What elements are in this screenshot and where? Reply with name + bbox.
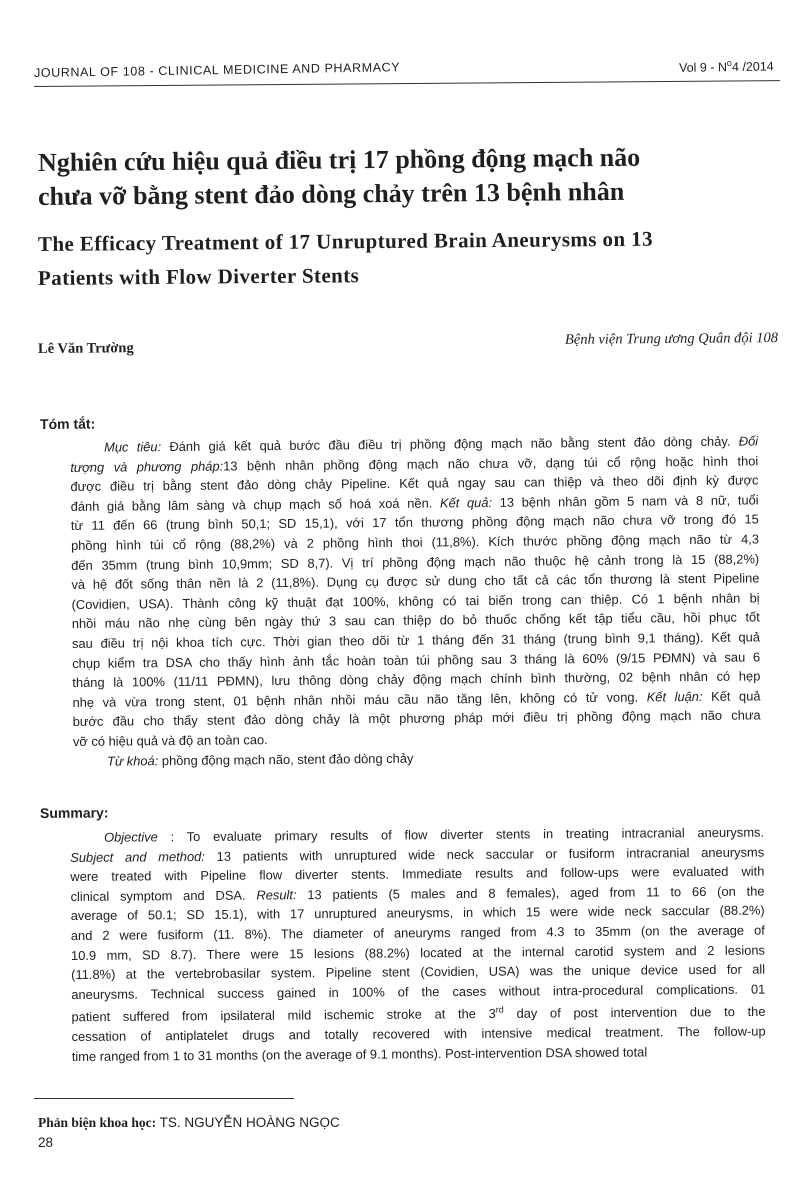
summary-abstract	[70, 823, 766, 1067]
text-segment: 13 patients with unruptured wide neck saccular or fusiform intracranial aneurysms	[204, 844, 765, 864]
italic-label: Kết luận:	[646, 688, 703, 705]
text-segment: đánh giá bằng lâm sàng và chụp mạch số hoá xoá nền.	[70, 495, 441, 514]
header-rule	[34, 80, 780, 87]
keywords-label: Từ khoá:	[107, 752, 159, 769]
volume-sup: o	[727, 57, 733, 68]
text-segment: patient suffered from ipsilateral mild ischemic stroke at the 3	[71, 1006, 496, 1025]
tomtat-heading: Tóm tắt:	[39, 415, 96, 432]
summary-heading: Summary:	[39, 804, 109, 821]
footnote-rule	[34, 1098, 294, 1099]
author-name: Lê Văn Trường	[37, 340, 134, 357]
text-segment: Kết quả	[702, 688, 761, 704]
text-segment: were treated with Pipeline flow diverter stents. Immediate results and follow-ups were evaluated with	[70, 863, 765, 885]
text-segment: clinical symptom and DSA.	[70, 887, 257, 904]
summary-lines	[70, 823, 766, 1067]
text-segment: 13 bệnh nhân phồng động mạch não chưa vỡ, dạng túi cổ rộng hoặc hình thoi	[223, 452, 759, 474]
journal-name: JOURNAL OF 108 - CLINICAL MEDICINE AND PHARMACY	[33, 60, 401, 80]
title-vn-line-1: Nghiên cứu hiệu quả điều trị 17 phồng động mạch não	[37, 142, 641, 177]
title-en-line-2: Patients with Flow Diverter Stents	[37, 263, 360, 290]
text-segment: : To evaluate primary results of flow diverter stents in treating intracranial aneurysms.	[157, 824, 765, 845]
text-segment: vỡ có hiệu quả và độ an toàn cao.	[72, 732, 268, 749]
italic-label: Result:	[256, 887, 297, 903]
reviewer-line	[38, 1115, 340, 1131]
page-number: 28	[38, 1135, 54, 1150]
superscript: rd	[495, 1004, 504, 1016]
text-segment: và hệ đốt sống thân nền là 2 (11,8%). Dụng cụ được sử dung cho tất cả các tổn thương là stent Pipeline	[71, 570, 760, 593]
text-segment: day of post intervention due to the	[503, 1004, 766, 1022]
volume-issue	[679, 57, 774, 75]
text-segment: cessation of antiplatelet drugs and totally recovered with intensive medical treatment. The follow-up	[71, 1023, 766, 1045]
title-en-line-1: The Efficacy Treatment of 17 Unruptured Brain Aneurysms on 13	[37, 226, 654, 256]
text-segment: chụp kiểm tra DSA cho thấy hình ảnh tắc hoàn toàn túi phồng sau 3 tháng là 60% (9/15 PĐMN) và sau 6	[72, 648, 761, 671]
text-segment: bước đầu cho thấy stent đảo dòng chảy là một phương pháp mới điều trị phồng động mạch não chưa	[72, 707, 761, 730]
text-segment: and 2 were fusiform (11. 8%). The diameter of aneuryms ranged from 4.3 to 35mm (on the average of	[70, 922, 765, 943]
text-segment: đến 35mm (trung bình 10,9mm; SD 8,7). Vị trí phồng động mạch não thuộc hệ cảnh trong là 15 (88,2%)	[71, 550, 760, 573]
tomtat-abstract	[70, 431, 761, 771]
italic-label: Subject and method:	[70, 848, 205, 865]
reviewer-label: Phản biện khoa học:	[38, 1115, 157, 1130]
text-segment: 10.9 mm, SD 8.7). There were 15 lesions (88.2%) located at the internal carotid system and 2 lesions	[70, 942, 766, 963]
text-segment: time ranged from 1 to 31 months (on the average of 9.1 months). Post-intervention DSA showed total	[71, 1044, 648, 1064]
text-segment: average of 50.1; SD 15.1), with 17 unruptured aneurysms, in which 15 were wide neck saccular (88.2%)	[70, 902, 765, 924]
text-segment: nhồi máu não nhẹ cùng bên ngày thứ 3 sau can thiệp do bỏ thuốc chống kết tập tiểu cầu, hồi phục tốt	[71, 609, 760, 632]
text-segment: được điều trị bằng stent đảo dòng chảy Pipeline. Kết quả ngay sau can thiệp và theo dõi định kỳ được	[70, 472, 759, 495]
reviewer-name: TS. NGUYỄN HOÀNG NGỌC	[156, 1115, 340, 1130]
text-segment: (Covidien, USA). Thành công kỹ thuật đạt 100%, không có tai biến trong can thiệp. Có 1 bệnh nhân bị	[71, 590, 760, 612]
text-segment: nhẹ và vừa trong stent, 01 bệnh nhân nhồi máu cầu não tăng lên, không có tử vong.	[72, 689, 647, 710]
text-segment: Đánh giá kết quả bước đầu điều trị phồng động mạch não bằng stent đảo dòng chảy.	[161, 433, 739, 455]
text-segment: aneurysms. Technical success gained in 100% of the cases without intra-procedural complications. 01	[71, 981, 766, 1002]
text-segment: tháng là 100% (11/11 PĐMN), lưu thông dòng chảy động mạch chính bình thường, 02 bệnh nhân có hẹp	[72, 668, 761, 691]
title-vn-line-2: chưa vỡ bằng stent đảo dòng chảy trên 13 bệnh nhân	[37, 176, 625, 211]
italic-label: Kết quả:	[439, 494, 493, 511]
keywords-text: phồng động mạch não, stent đảo dòng chảy	[158, 750, 414, 768]
text-segment: phồng hình túi cổ rộng (88,2%) và 2 phồng hình thoi (11,8%). Kích thước phồng động mạch não từ 4,3	[70, 531, 760, 553]
text-segment: (11.8%) at the vertebrobasilar system. Pipeline stent (Covidien, USA) was the unique device used for all	[71, 961, 766, 983]
italic-label: Objective	[104, 829, 158, 845]
italic-label: Đối	[738, 433, 759, 449]
text-segment: từ 11 đến 66 (trung bình 50,1; SD 15,1), với 17 tổn thương phồng động mạch não chưa vỡ trong đó 15	[70, 511, 759, 534]
volume-tail: 4 /2014	[732, 59, 775, 75]
affiliation: Bệnh viện Trung ương Quân đội 108	[564, 330, 779, 348]
volume-label: Vol 9 - N	[679, 60, 728, 75]
italic-label: Mục tiêu:	[104, 439, 162, 455]
italic-label: tượng và phương pháp:	[70, 458, 224, 475]
text-segment: sau điều trị nội khoa tích cực. Thời gian theo dõi từ 1 tháng đến 31 tháng (trung bình 9,1 tháng). Kết quả	[71, 629, 761, 651]
tomtat-lines	[70, 431, 761, 751]
text-segment: 13 bệnh nhân gồm 5 nam và 8 nữ, tuổi	[491, 492, 759, 510]
text-segment: 13 patients (5 males and 8 females), aged from 11 to 66 (on the	[296, 883, 765, 903]
